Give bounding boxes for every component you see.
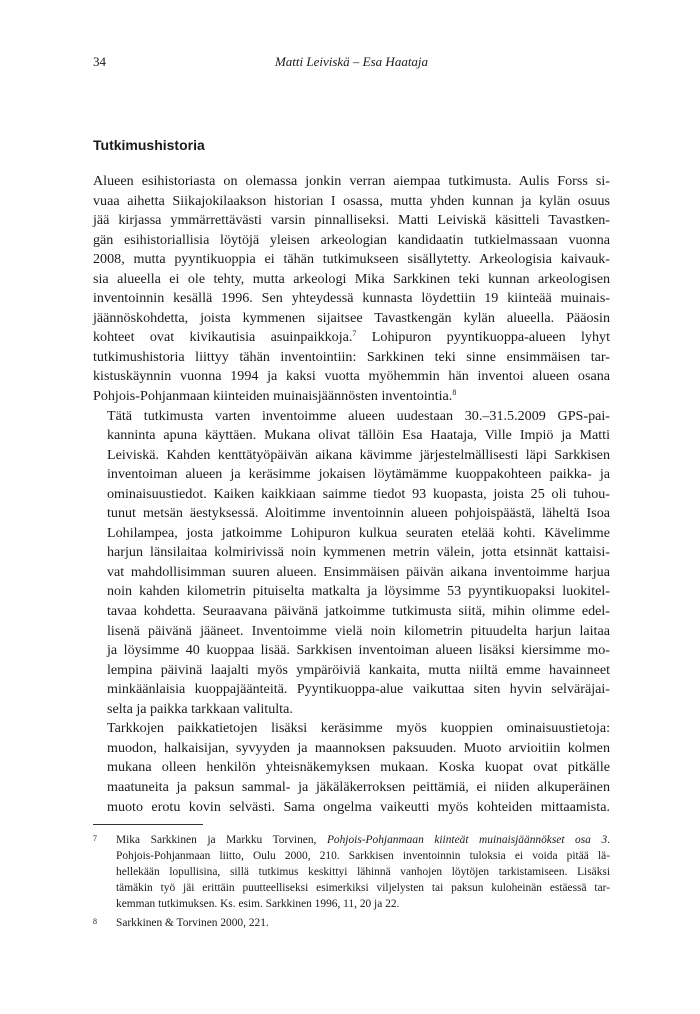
footnote-text — [116, 915, 610, 931]
body-text — [93, 172, 610, 817]
text-line: Tarkkojen paikkatietojen lisäksi keräsimme myös kuoppien ominaisuustietoja: — [107, 720, 610, 737]
running-header — [93, 54, 610, 72]
text-line: inventoinnin kesällä 1996. Sen yhteydessä kunnasta löydettiin 19 kiinteää muinais- — [93, 290, 610, 307]
text-line: lisenä päivänä jääneet. Inventoimme vielä noin kilometrin pituudelta harjun laitaa — [107, 622, 610, 639]
footnote-text — [116, 832, 610, 912]
text-line: gän esihistoriallisia löytöjä yleisen arkeologian kandidaatin tutkielmassaan vuonna — [93, 231, 610, 248]
text-line: sia alueella ei ole tehty, mutta arkeologi Mika Sarkkinen teki kunnan arkeologisen — [93, 270, 610, 287]
footnote-number: 8 — [93, 917, 97, 927]
text-line: lempina päivinä laajalti myös ympäröiviä kankaita, mutta niiltä emme havainneet — [107, 661, 610, 678]
paragraph-2 — [93, 407, 610, 720]
text-line: mukana olleen henkilön yhteisnäkemyksen mukaan. Koska kuopat ovat pitkälle — [107, 759, 610, 776]
section-heading: Tutkimushistoria — [93, 137, 205, 153]
text-line: muoto erotu kovin selvästi. Sama ongelma vaikeutti myös kohteiden mittaamista. — [107, 798, 610, 815]
text-line: jää kirjassa ymmärrettävästi varsin pinnalliseksi. Matti Leiviskä käsitteli Tavastken- — [93, 212, 610, 229]
footnote-ref-8[interactable]: 8 — [452, 388, 457, 398]
footnote-line: Sarkkinen & Torvinen 2000, 221. — [116, 917, 269, 930]
line-text: kohteet ovat kivikautisia asuinpaikkoja. — [93, 329, 353, 346]
footnote-7 — [93, 832, 610, 912]
text-line: tunut metsän äestyksessä. Aloitimme inventoinnin alueen pohjoispäästä, läheltä Isoa — [107, 505, 610, 522]
text-line: tavaa kohdetta. Seuraavana päivänä jatkoimme tutkimusta siitä, mihin olimme edel- — [107, 603, 610, 620]
text-line: 2008, mutta pyyntikuoppia ei tähän tutkimukseen sisällytetty. Arkeologisia kaivauk- — [93, 251, 610, 268]
text-line: vuaa aihetta Siikajokilaakson historian I osassa, mutta yhden kunnan ja kylän osuus — [93, 192, 610, 209]
paragraph-1 — [93, 172, 610, 407]
line-text: Lohipuron pyyntikuoppa-alueen lyhyt — [356, 329, 610, 346]
text-line: kistuskäynnin vuonna 1994 ja kaksi vuotta myöhemmin hän inventoi alueen osana — [93, 368, 610, 385]
text-line: kanninta apuna käyttäen. Mukana olivat tällöin Esa Haataja, Ville Impiö ja Matti — [107, 427, 610, 444]
text-line: tutkimushistoria liittyy tähän inventointiin: Sarkkinen teki sinne ensimmäisen tar- — [93, 348, 610, 365]
paragraph-3 — [93, 719, 610, 817]
text-line: selta ja paikka tarkkaan valitulta. — [107, 700, 293, 717]
text-line: harjun länsilaitaa kolmirivissä noin kymmenen metrin välein, jotta etsinnät kattaisi- — [107, 544, 610, 561]
text-line: inventoiman alueen ja keräsimme jokaisen löytämämme kuoppakohteen paikka- ja — [107, 466, 610, 483]
footnote-separator — [93, 824, 203, 825]
running-header-authors: Matti Leiviskä – Esa Haataja — [274, 54, 429, 69]
text-line: Alueen esihistoriasta on olemassa jonkin verran aiempaa tutkimusta. Aulis Forss si- — [93, 173, 610, 189]
text-line: noin kahden kilometrin pituiselta matkalta ja löysimme 53 pyyntikuopaksi luokitel- — [107, 583, 610, 600]
text-line: maatuneita ja paksun sammal- ja jäkäläkerroksen peittämiä, ei niiden alkuperäinen — [107, 778, 610, 795]
footnote-number: 7 — [93, 834, 97, 843]
line-text: Pohjois-Pohjanmaan kiinteiden muinaisjäännösten inventointia. — [93, 388, 453, 405]
footnote-8 — [93, 915, 610, 931]
page-number: 34 — [93, 54, 106, 69]
footnote-lead: Mika Sarkkinen ja Markku Torvinen, — [116, 834, 327, 846]
footnote-line: tämäkin työ jäi erittäin puutteelliseksi esimerkiksi viljelysten tai paksun kuloheinän estäessä tar- — [116, 882, 610, 895]
text-line: ja löysimme 40 kuoppaa lisää. Sarkkisen inventoiman alueen lisäksi kiersimme mo- — [107, 642, 610, 659]
text-line: Tätä tutkimusta varten inventoimme alueen uudestaan 30.–31.5.2009 GPS-pai- — [107, 407, 610, 424]
text-line-with-note — [93, 328, 610, 348]
text-line: vat mahdollisimman suuren alueen. Ensimmäisen päivän aikana inventoimme harjua — [107, 563, 610, 580]
footnote-after-title: . — [607, 834, 610, 846]
footnote-line — [116, 832, 610, 848]
footnote-line: hellekään lopullisina, sillä tutkimus keskittyi lähinnä vanhojen löytöjen tarkistamiseen. Lisäksi — [116, 866, 610, 879]
text-line: Leiviskä. Kahden kenttätyöpäivän aikana kävimme järjestelmällisesti läpi Sarkkisen — [107, 446, 610, 463]
text-line: minkäänlaisia kuoppajäänteitä. Pyyntikuoppa-alue vaikuttaa siten hyvin selväräjai- — [107, 681, 610, 698]
text-line: Lohilampea, josta jatkoimme Lohipuron kulkua seuraten etelää kohti. Kävelimme — [107, 524, 610, 541]
text-line: ominaisuustiedot. Kaiken kaikkiaan saimme tiedot 93 kuopasta, joista 25 oli tuhou- — [107, 485, 610, 502]
footnote-title: Pohjois-Pohjanmaan kiinteät muinaisjäännökset osa 3 — [326, 834, 608, 846]
text-line-with-note — [93, 387, 610, 407]
text-line: muodon, halkaisijan, syvyyden ja maannoksen paksuuden. Muoto arvioitiin kolmen — [107, 739, 610, 756]
text-line: jäännöskohdetta, joista kymmenen sijaitsee Tavastkengän kylän alueella. Pääosin — [93, 309, 610, 326]
footnote-line: kemman tutkimuksen. Ks. esim. Sarkkinen 1996, 11, 20 ja 22. — [116, 898, 400, 911]
footnote-line: Pohjois-Pohjanmaan liitto, Oulu 2000, 210. Sarkkisen inventoinnin tuloksia ei voida pitää lä- — [116, 850, 610, 863]
footnote-ref-7[interactable]: 7 — [352, 329, 357, 339]
footnotes — [93, 832, 610, 935]
